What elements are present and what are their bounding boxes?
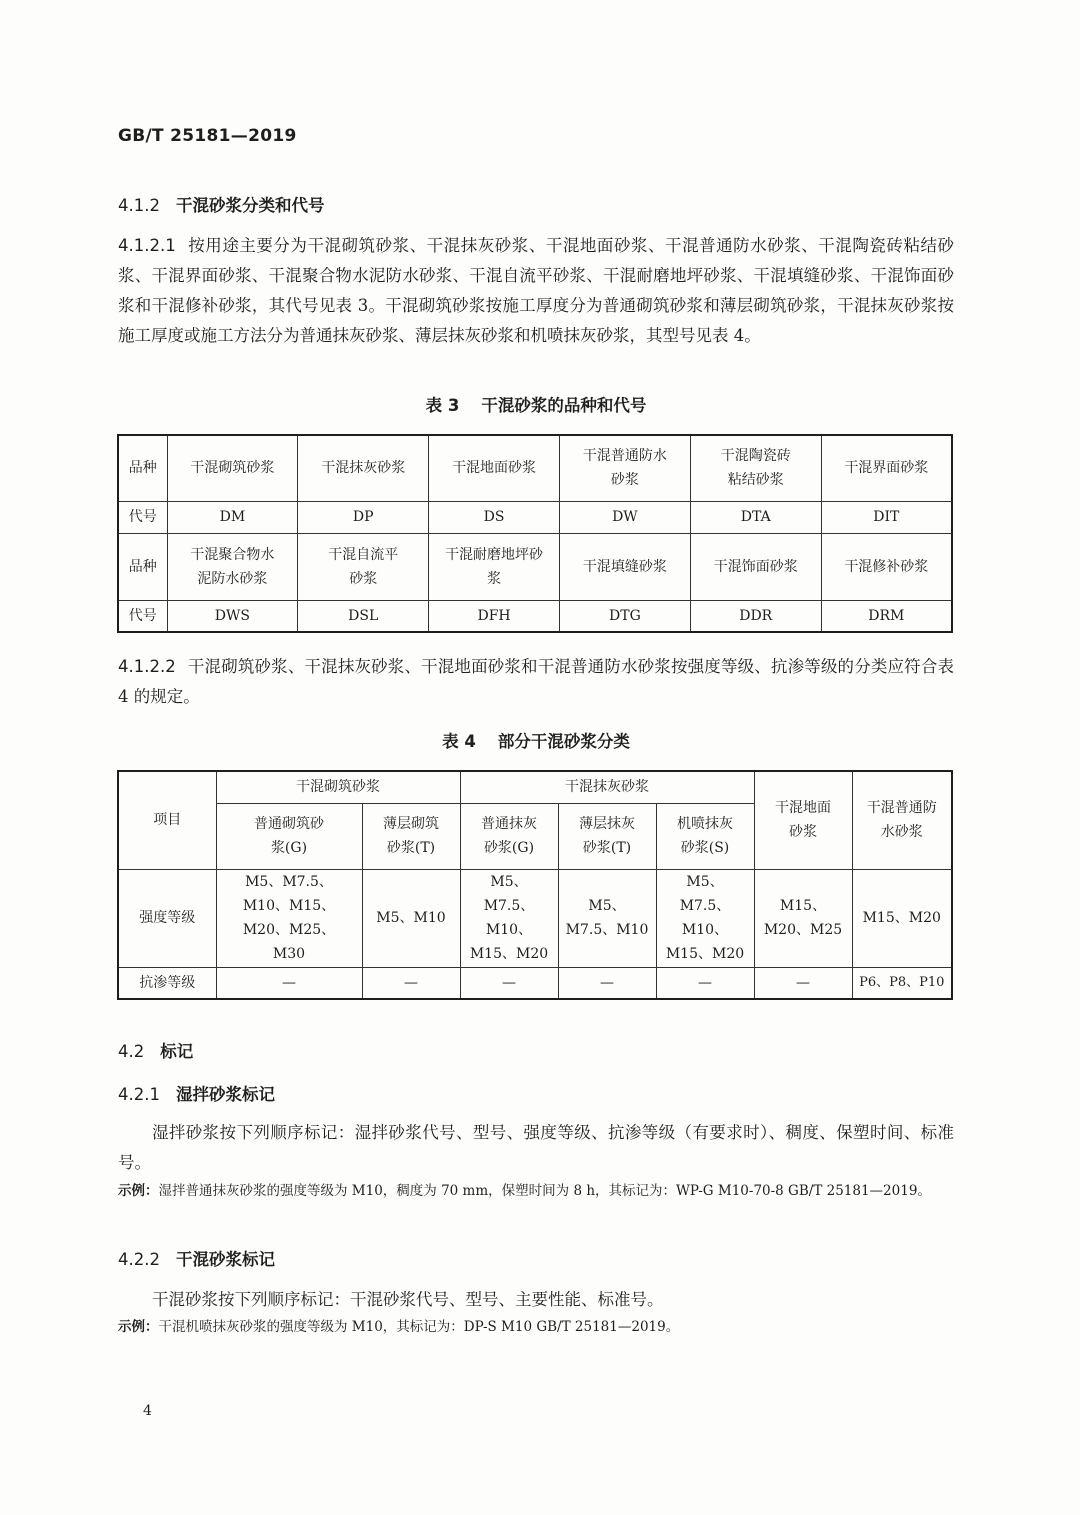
table-cell: 干混界面砂浆 [821, 435, 952, 501]
table-cell: M5、M7.5、M10、M15、M20、M25、M30 [216, 869, 362, 967]
page-number: 4 [143, 1403, 152, 1419]
table-row [118, 869, 952, 967]
table-cell: DRM [821, 600, 952, 632]
table-cell: — [754, 967, 852, 999]
table-row [118, 435, 952, 501]
example-2 [118, 1314, 954, 1340]
section-title: 干混砂浆标记 [175, 1250, 275, 1269]
table-cell: M15、M20 [852, 869, 952, 967]
table-row [118, 501, 952, 533]
table-cell: DDR [690, 600, 821, 632]
table-cell: M5、M7.5、M10、M15、M20 [460, 869, 558, 967]
column-header: 薄层抹灰砂浆(T) [558, 803, 656, 869]
table-4-caption [118, 728, 954, 752]
example-label: 示例： [118, 1183, 159, 1199]
paragraph-4-2-2: 干混砂浆按下列顺序标记：干混砂浆代号、型号、主要性能、标准号。 [152, 1290, 664, 1309]
table-row [118, 771, 952, 803]
column-header: 普通砌筑砂浆(G) [216, 803, 362, 869]
table-cell: — [558, 967, 656, 999]
table-cell: 干混普通防水砂浆 [559, 435, 690, 501]
table-cell: 干混填缝砂浆 [559, 533, 690, 600]
table-cell: P6、P8、P10 [852, 967, 952, 999]
clause-number: 4.1.2.2 [118, 657, 176, 676]
table-cell: M15、M20、M25 [754, 869, 852, 967]
column-header: 薄层砌筑砂浆(T) [362, 803, 460, 869]
column-header: 干混地面砂浆 [754, 771, 852, 869]
table-cell: DP [298, 501, 429, 533]
row-header: 项目 [118, 771, 216, 869]
column-group-header: 干混抹灰砂浆 [460, 771, 754, 803]
paragraph-4-1-2-1 [118, 231, 954, 351]
table-row [118, 967, 952, 999]
table-cell: 干混饰面砂浆 [690, 533, 821, 600]
section-title: 标记 [160, 1042, 194, 1061]
section-4-1-2-heading [118, 192, 324, 216]
caption-title: 部分干混砂浆分类 [497, 732, 630, 751]
table-cell: 干混砌筑砂浆 [167, 435, 298, 501]
table-cell: 干混陶瓷砖粘结砂浆 [690, 435, 821, 501]
column-header: 机喷抹灰砂浆(S) [656, 803, 754, 869]
table-3 [117, 434, 953, 633]
column-header: 干混普通防水砂浆 [852, 771, 952, 869]
row-header: 品种 [118, 435, 167, 501]
example-text: 干混机喷抹灰砂浆的强度等级为 M10，其标记为：DP-S M10 GB/T 25181—2019。 [158, 1319, 680, 1335]
clause-text: 干混砌筑砂浆、干混抹灰砂浆、干混地面砂浆和干混普通防水砂浆按强度等级、抗渗等级的分类应符合表 4 的规定。 [118, 657, 954, 706]
example-label: 示例： [118, 1319, 159, 1335]
table-cell: — [216, 967, 362, 999]
paragraph-4-1-2-2 [118, 652, 954, 712]
row-header: 代号 [118, 501, 167, 533]
table-cell: DTG [559, 600, 690, 632]
table-4 [117, 770, 953, 1000]
section-number: 4.1.2 [118, 196, 160, 215]
section-title: 湿拌砂浆标记 [175, 1085, 275, 1104]
table-row [118, 600, 952, 632]
table-cell: DWS [167, 600, 298, 632]
section-title: 干混砂浆分类和代号 [175, 196, 325, 215]
table-row [118, 533, 952, 600]
table-cell: 干混聚合物水泥防水砂浆 [167, 533, 298, 600]
table-cell: — [656, 967, 754, 999]
table-3-caption [118, 392, 954, 416]
example-text: 湿拌普通抹灰砂浆的强度等级为 M10，稠度为 70 mm，保塑时间为 8 h，其标记为：WP-G M10-70-8 GB/T 25181—2019。 [158, 1183, 931, 1199]
section-number: 4.2.1 [118, 1085, 160, 1104]
table-cell: 干混自流平砂浆 [298, 533, 429, 600]
section-number: 4.2.2 [118, 1250, 160, 1269]
table-cell: M5、M7.5、M10 [558, 869, 656, 967]
section-4-2-1-heading [118, 1081, 275, 1105]
table-cell: DSL [298, 600, 429, 632]
paragraph-4-2-1: 湿拌砂浆按下列顺序标记：湿拌砂浆代号、型号、强度等级、抗渗等级（有要求时）、稠度、保塑时间、标准号。 [118, 1123, 954, 1172]
clause-number: 4.1.2.1 [118, 236, 176, 255]
table-cell: — [460, 967, 558, 999]
example-1 [118, 1178, 954, 1204]
row-header: 代号 [118, 600, 167, 632]
table-cell: 干混地面砂浆 [429, 435, 560, 501]
table-cell: DTA [690, 501, 821, 533]
caption-number: 表 3 [425, 396, 460, 415]
table-cell: M5、M7.5、M10、M15、M20 [656, 869, 754, 967]
table-cell: DS [429, 501, 560, 533]
table-cell: 干混耐磨地坪砂浆 [429, 533, 560, 600]
caption-number: 表 4 [442, 732, 476, 751]
table-cell: 干混抹灰砂浆 [298, 435, 429, 501]
table-cell: 干混修补砂浆 [821, 533, 952, 600]
column-header: 普通抹灰砂浆(G) [460, 803, 558, 869]
table-cell: M5、M10 [362, 869, 460, 967]
caption-title: 干混砂浆的品种和代号 [481, 396, 647, 415]
section-4-2-2-heading [118, 1246, 275, 1270]
table-cell: DW [559, 501, 690, 533]
table-cell: DFH [429, 600, 560, 632]
section-4-2-heading [118, 1038, 193, 1062]
clause-text: 按用途主要分为干混砌筑砂浆、干混抹灰砂浆、干混地面砂浆、干混普通防水砂浆、干混陶瓷砖粘结砂浆、干混界面砂浆、干混聚合物水泥防水砂浆、干混自流平砂浆、干混耐磨地坪砂浆、干混填缝砂浆、干混饰面砂浆和干混修补砂浆，其代号见表 3。干混砌筑砂浆按施工厚度分为普通砌筑砂浆和薄层砌筑砂浆，干混抹灰砂浆按施工厚度或施工方法分为普通抹灰砂浆、薄层抹灰砂浆和机喷抹灰砂浆，其型号见表 4。 [118, 236, 954, 345]
table-cell: — [362, 967, 460, 999]
table-cell: DIT [821, 501, 952, 533]
row-header: 强度等级 [118, 869, 216, 967]
column-group-header: 干混砌筑砂浆 [216, 771, 460, 803]
row-header: 抗渗等级 [118, 967, 216, 999]
section-number: 4.2 [118, 1042, 145, 1061]
row-header: 品种 [118, 533, 167, 600]
standard-header: GB/T 25181—2019 [118, 126, 297, 146]
table-cell: DM [167, 501, 298, 533]
